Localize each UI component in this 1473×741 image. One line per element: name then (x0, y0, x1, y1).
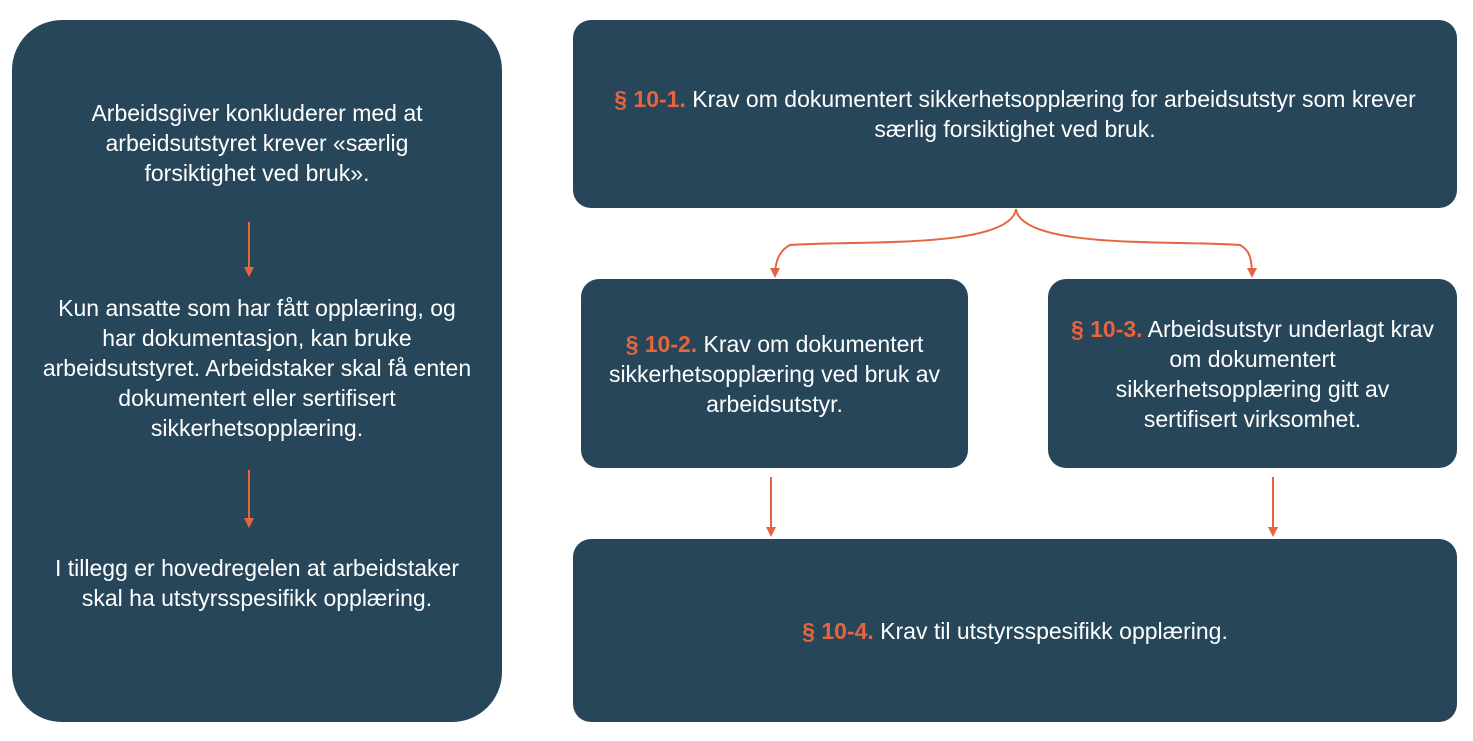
left-step-3: I tillegg er hovedregelen at arbeidstaker skal ha utstyrsspesifikk opplæring. (54, 555, 460, 611)
section-text: Krav om dokumentert sikkerhetsopplæring for arbeidsutstyr som krever særlig forsiktighet ved bruk. (685, 86, 1416, 142)
arrow-10-1-to-10-2 (775, 209, 1016, 276)
section-ref: § 10-3. (1070, 315, 1143, 342)
section-text: Arbeidsutstyr underlagt krav om dokumentert sikkerhetsopplæring gitt av sertifisert virksomhet. (1115, 315, 1435, 432)
section-ref: § 10-2. (625, 330, 698, 357)
section-ref: § 10-1. (614, 86, 686, 112)
left-step-1: Arbeidsgiver konkluderer med at arbeidsutstyret krever «særlig forsiktighet ved bruk». (91, 100, 423, 186)
left-step-2: Kun ansatte som har fått opplæring, og har dokumentasjon, kan bruke arbeidsutstyret. Arbeidstaker skal få enten dokumentert eller sertifisert sikkerhetsopplæring. (42, 295, 472, 441)
section-ref: § 10-4. (802, 617, 874, 644)
section-text: Krav om dokumentert sikkerhetsopplæring ved bruk av arbeidsutstyr. (608, 330, 941, 417)
arrow-10-1-to-10-3 (1016, 209, 1252, 276)
section-text: Krav til utstyrsspesifikk opplæring. (873, 617, 1228, 644)
